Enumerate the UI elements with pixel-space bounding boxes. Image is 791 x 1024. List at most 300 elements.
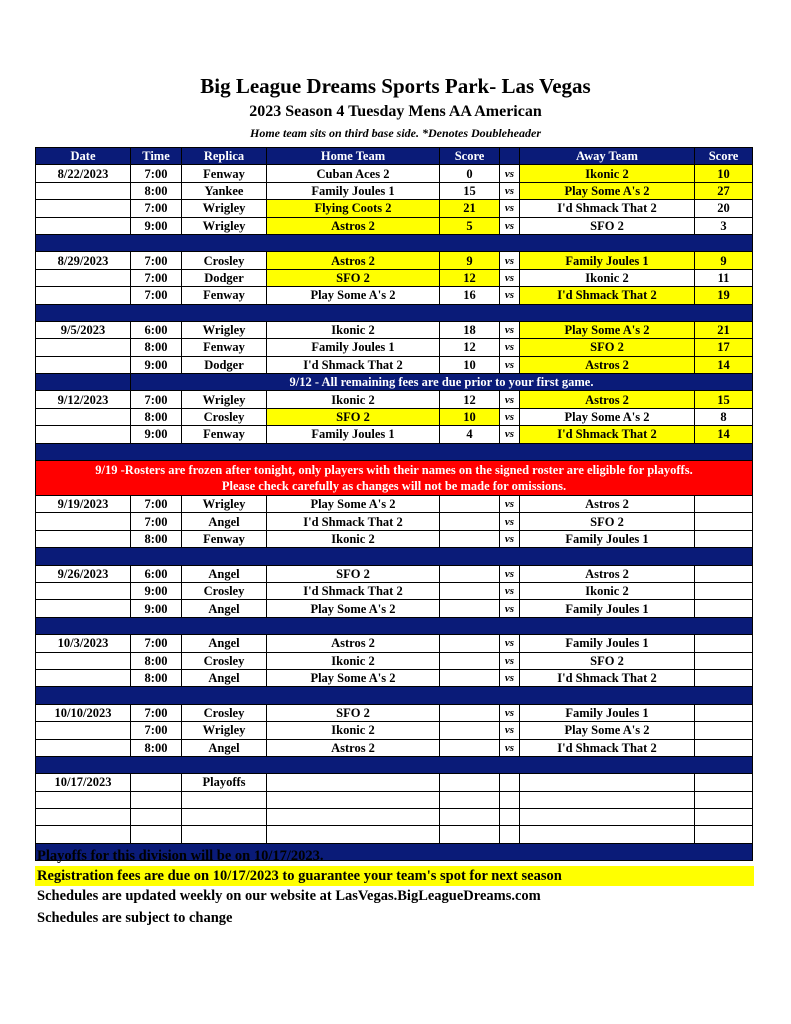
time-cell: 7:00 <box>131 165 182 182</box>
col-header-vs <box>500 148 520 165</box>
home-score-cell: 9 <box>440 252 500 269</box>
home-team-cell: Play Some A's 2 <box>267 600 440 617</box>
game-row <box>36 704 753 721</box>
game-row <box>36 652 753 669</box>
away-score-cell: 15 <box>695 391 753 408</box>
page-title: Big League Dreams Sports Park- Las Vegas <box>200 74 591 98</box>
away-team-cell <box>520 791 695 808</box>
away-team-cell: Play Some A's 2 <box>520 408 695 425</box>
notice-text: 9/12 - All remaining fees are due prior to your first game. <box>131 374 753 391</box>
replica-cell: Wrigley <box>182 722 267 739</box>
vs-cell: vs <box>500 739 520 756</box>
replica-cell: Wrigley <box>182 200 267 217</box>
separator-cell <box>36 687 753 704</box>
time-cell: 7:00 <box>131 496 182 513</box>
date-cell <box>36 582 131 599</box>
time-cell <box>131 826 182 843</box>
time-cell: 9:00 <box>131 217 182 234</box>
away-team-cell: I'd Shmack That 2 <box>520 669 695 686</box>
away-team-cell <box>520 826 695 843</box>
away-score-cell: 17 <box>695 339 753 356</box>
home-score-cell <box>440 739 500 756</box>
away-score-cell <box>695 652 753 669</box>
away-team-cell: Family Joules 1 <box>520 704 695 721</box>
away-team-cell: SFO 2 <box>520 513 695 530</box>
away-team-cell: Family Joules 1 <box>520 252 695 269</box>
home-team-cell: Astros 2 <box>267 217 440 234</box>
home-team-cell: Astros 2 <box>267 739 440 756</box>
away-score-cell: 27 <box>695 182 753 199</box>
home-team-cell: Astros 2 <box>267 635 440 652</box>
away-team-cell: Family Joules 1 <box>520 530 695 547</box>
game-row <box>36 722 753 739</box>
replica-cell <box>182 791 267 808</box>
away-team-cell: Ikonic 2 <box>520 165 695 182</box>
replica-cell: Angel <box>182 739 267 756</box>
home-team-cell: I'd Shmack That 2 <box>267 582 440 599</box>
time-cell: 7:00 <box>131 391 182 408</box>
away-score-cell <box>695 809 753 826</box>
away-score-cell <box>695 582 753 599</box>
replica-cell: Wrigley <box>182 217 267 234</box>
replica-cell: Wrigley <box>182 321 267 338</box>
game-row <box>36 408 753 425</box>
separator-cell <box>36 443 753 460</box>
date-cell <box>36 217 131 234</box>
time-cell <box>131 774 182 791</box>
away-score-cell: 9 <box>695 252 753 269</box>
time-cell <box>131 791 182 808</box>
vs-cell: vs <box>500 635 520 652</box>
replica-cell: Dodger <box>182 356 267 373</box>
time-cell: 6:00 <box>131 321 182 338</box>
time-cell: 7:00 <box>131 269 182 286</box>
home-score-cell: 21 <box>440 200 500 217</box>
date-cell <box>36 530 131 547</box>
home-score-cell: 15 <box>440 182 500 199</box>
home-team-cell: Ikonic 2 <box>267 530 440 547</box>
time-cell: 7:00 <box>131 287 182 304</box>
home-team-cell: Play Some A's 2 <box>267 496 440 513</box>
replica-cell: Crosley <box>182 408 267 425</box>
table-header-row <box>36 148 753 165</box>
footer-playoffs: Playoffs for this division will be on 10/17/2023. <box>37 848 324 864</box>
game-row <box>36 530 753 547</box>
date-cell <box>36 600 131 617</box>
date-cell: 9/19/2023 <box>36 496 131 513</box>
home-team-cell: Family Joules 1 <box>267 182 440 199</box>
footer-website: Schedules are updated weekly on our website at LasVegas.BigLeagueDreams.com <box>37 888 541 904</box>
col-header-away-team: Away Team <box>520 148 695 165</box>
home-team-cell: Flying Coots 2 <box>267 200 440 217</box>
replica-cell: Yankee <box>182 182 267 199</box>
date-cell <box>36 669 131 686</box>
away-score-cell <box>695 791 753 808</box>
vs-cell: vs <box>500 391 520 408</box>
footer-disclaimer: Schedules are subject to change <box>37 910 233 926</box>
col-header-replica: Replica <box>182 148 267 165</box>
away-score-cell <box>695 565 753 582</box>
date-cell: 8/29/2023 <box>36 252 131 269</box>
date-cell <box>36 722 131 739</box>
separator-cell <box>36 617 753 634</box>
away-score-cell: 8 <box>695 408 753 425</box>
game-row <box>36 339 753 356</box>
away-score-cell <box>695 774 753 791</box>
home-score-cell: 4 <box>440 426 500 443</box>
separator-row <box>36 234 753 251</box>
vs-cell <box>500 774 520 791</box>
vs-cell: vs <box>500 356 520 373</box>
away-team-cell: Play Some A's 2 <box>520 722 695 739</box>
game-row <box>36 600 753 617</box>
col-header-home-team: Home Team <box>267 148 440 165</box>
time-cell: 8:00 <box>131 339 182 356</box>
vs-cell <box>500 791 520 808</box>
home-team-cell: I'd Shmack That 2 <box>267 356 440 373</box>
vs-cell: vs <box>500 565 520 582</box>
page-subtitle: 2023 Season 4 Tuesday Mens AA American <box>249 103 542 120</box>
vs-cell: vs <box>500 669 520 686</box>
game-row <box>36 791 753 808</box>
home-score-cell <box>440 600 500 617</box>
home-team-cell: Cuban Aces 2 <box>267 165 440 182</box>
home-score-cell: 12 <box>440 391 500 408</box>
game-row <box>36 165 753 182</box>
vs-cell: vs <box>500 408 520 425</box>
game-row <box>36 826 753 843</box>
vs-cell <box>500 809 520 826</box>
away-team-cell: SFO 2 <box>520 339 695 356</box>
vs-cell: vs <box>500 582 520 599</box>
vs-cell: vs <box>500 252 520 269</box>
away-score-cell <box>695 513 753 530</box>
replica-cell: Crosley <box>182 582 267 599</box>
time-cell: 8:00 <box>131 408 182 425</box>
home-team-cell <box>267 826 440 843</box>
alert-row <box>36 461 753 496</box>
date-cell: 10/10/2023 <box>36 704 131 721</box>
home-team-cell: Family Joules 1 <box>267 426 440 443</box>
vs-cell: vs <box>500 496 520 513</box>
replica-cell: Wrigley <box>182 391 267 408</box>
time-cell: 9:00 <box>131 356 182 373</box>
away-team-cell: Ikonic 2 <box>520 269 695 286</box>
home-team-cell <box>267 809 440 826</box>
schedule-note: Home team sits on third base side. *Denotes Doubleheader <box>250 126 541 140</box>
home-score-cell <box>440 530 500 547</box>
home-team-cell: Ikonic 2 <box>267 321 440 338</box>
away-team-cell: Family Joules 1 <box>520 600 695 617</box>
vs-cell <box>500 826 520 843</box>
date-cell <box>36 426 131 443</box>
footer-registration: Registration fees are due on 10/17/2023 to guarantee your team's spot for next season <box>35 866 754 886</box>
time-cell: 9:00 <box>131 426 182 443</box>
alert-cell <box>36 461 753 496</box>
game-row <box>36 809 753 826</box>
game-row <box>36 200 753 217</box>
away-team-cell: Astros 2 <box>520 391 695 408</box>
home-score-cell: 0 <box>440 165 500 182</box>
time-cell: 8:00 <box>131 669 182 686</box>
home-team-cell: Play Some A's 2 <box>267 287 440 304</box>
replica-cell <box>182 809 267 826</box>
away-team-cell: Astros 2 <box>520 565 695 582</box>
away-team-cell: SFO 2 <box>520 217 695 234</box>
home-team-cell: Ikonic 2 <box>267 652 440 669</box>
game-row <box>36 496 753 513</box>
away-team-cell: Ikonic 2 <box>520 582 695 599</box>
home-score-cell: 10 <box>440 356 500 373</box>
game-row <box>36 635 753 652</box>
home-score-cell: 12 <box>440 269 500 286</box>
away-team-cell: I'd Shmack That 2 <box>520 287 695 304</box>
notice-row <box>36 374 753 391</box>
home-team-cell: Astros 2 <box>267 252 440 269</box>
replica-cell: Angel <box>182 513 267 530</box>
separator-row <box>36 443 753 460</box>
date-cell <box>36 269 131 286</box>
separator-cell <box>36 304 753 321</box>
time-cell: 6:00 <box>131 565 182 582</box>
away-team-cell <box>520 774 695 791</box>
away-score-cell: 14 <box>695 426 753 443</box>
home-team-cell: SFO 2 <box>267 408 440 425</box>
home-score-cell: 10 <box>440 408 500 425</box>
away-score-cell: 21 <box>695 321 753 338</box>
game-row <box>36 426 753 443</box>
vs-cell: vs <box>500 339 520 356</box>
time-cell: 7:00 <box>131 704 182 721</box>
home-score-cell: 12 <box>440 339 500 356</box>
date-cell: 9/5/2023 <box>36 321 131 338</box>
date-cell: 8/22/2023 <box>36 165 131 182</box>
replica-cell: Angel <box>182 635 267 652</box>
replica-cell: Angel <box>182 565 267 582</box>
away-score-cell <box>695 530 753 547</box>
vs-cell: vs <box>500 722 520 739</box>
alert-line-1: 9/19 -Rosters are frozen after tonight, only players with their names on the signed roster are eligible for playoffs. <box>95 463 693 478</box>
away-team-cell: Play Some A's 2 <box>520 321 695 338</box>
game-row <box>36 739 753 756</box>
home-team-cell: SFO 2 <box>267 565 440 582</box>
replica-cell: Crosley <box>182 704 267 721</box>
date-cell <box>36 791 131 808</box>
game-row <box>36 269 753 286</box>
date-cell: 9/26/2023 <box>36 565 131 582</box>
col-header-time: Time <box>131 148 182 165</box>
away-team-cell: I'd Shmack That 2 <box>520 739 695 756</box>
vs-cell: vs <box>500 426 520 443</box>
home-team-cell <box>267 791 440 808</box>
away-score-cell <box>695 669 753 686</box>
away-score-cell: 20 <box>695 200 753 217</box>
game-row <box>36 182 753 199</box>
home-score-cell <box>440 635 500 652</box>
away-score-cell <box>695 704 753 721</box>
replica-cell <box>182 826 267 843</box>
separator-row <box>36 687 753 704</box>
time-cell: 8:00 <box>131 530 182 547</box>
replica-cell: Fenway <box>182 339 267 356</box>
col-header-home-score: Score <box>440 148 500 165</box>
away-team-cell: I'd Shmack That 2 <box>520 426 695 443</box>
home-score-cell: 18 <box>440 321 500 338</box>
replica-cell: Crosley <box>182 652 267 669</box>
home-score-cell <box>440 582 500 599</box>
date-cell <box>36 182 131 199</box>
home-score-cell <box>440 809 500 826</box>
replica-cell: Fenway <box>182 530 267 547</box>
vs-cell: vs <box>500 652 520 669</box>
home-score-cell <box>440 513 500 530</box>
time-cell: 9:00 <box>131 582 182 599</box>
col-header-date: Date <box>36 148 131 165</box>
time-cell: 7:00 <box>131 635 182 652</box>
replica-cell: Crosley <box>182 252 267 269</box>
vs-cell: vs <box>500 182 520 199</box>
away-team-cell <box>520 809 695 826</box>
away-team-cell: I'd Shmack That 2 <box>520 200 695 217</box>
home-score-cell <box>440 704 500 721</box>
separator-row <box>36 617 753 634</box>
time-cell: 8:00 <box>131 739 182 756</box>
home-score-cell: 5 <box>440 217 500 234</box>
separator-cell <box>36 234 753 251</box>
home-score-cell: 16 <box>440 287 500 304</box>
date-cell <box>36 652 131 669</box>
vs-cell: vs <box>500 704 520 721</box>
game-row <box>36 321 753 338</box>
date-cell <box>36 513 131 530</box>
date-cell <box>36 339 131 356</box>
vs-cell: vs <box>500 287 520 304</box>
game-row <box>36 565 753 582</box>
replica-cell: Playoffs <box>182 774 267 791</box>
replica-cell: Fenway <box>182 287 267 304</box>
home-score-cell <box>440 652 500 669</box>
away-score-cell: 19 <box>695 287 753 304</box>
vs-cell: vs <box>500 530 520 547</box>
vs-cell: vs <box>500 217 520 234</box>
time-cell: 8:00 <box>131 652 182 669</box>
vs-cell: vs <box>500 513 520 530</box>
home-score-cell <box>440 669 500 686</box>
game-row <box>36 287 753 304</box>
home-score-cell <box>440 722 500 739</box>
away-score-cell <box>695 635 753 652</box>
away-team-cell: Family Joules 1 <box>520 635 695 652</box>
replica-cell: Fenway <box>182 426 267 443</box>
home-team-cell: I'd Shmack That 2 <box>267 513 440 530</box>
vs-cell: vs <box>500 321 520 338</box>
away-score-cell <box>695 496 753 513</box>
time-cell: 7:00 <box>131 513 182 530</box>
alert-line-2: Please check carefully as changes will not be made for omissions. <box>221 479 567 494</box>
game-row <box>36 774 753 791</box>
separator-row <box>36 304 753 321</box>
vs-cell: vs <box>500 600 520 617</box>
date-cell: 10/17/2023 <box>36 774 131 791</box>
schedule-table <box>35 147 753 861</box>
home-team-cell: SFO 2 <box>267 704 440 721</box>
time-cell: 8:00 <box>131 182 182 199</box>
game-row <box>36 391 753 408</box>
home-score-cell <box>440 774 500 791</box>
vs-cell: vs <box>500 200 520 217</box>
away-score-cell: 14 <box>695 356 753 373</box>
away-team-cell: Astros 2 <box>520 496 695 513</box>
game-row <box>36 669 753 686</box>
separator-row <box>36 756 753 773</box>
schedule-body <box>36 165 753 861</box>
away-team-cell: Astros 2 <box>520 356 695 373</box>
away-score-cell: 3 <box>695 217 753 234</box>
vs-cell: vs <box>500 165 520 182</box>
game-row <box>36 217 753 234</box>
date-cell <box>36 356 131 373</box>
separator-row <box>36 548 753 565</box>
time-cell: 7:00 <box>131 200 182 217</box>
home-team-cell: SFO 2 <box>267 269 440 286</box>
away-score-cell <box>695 600 753 617</box>
home-team-cell: Play Some A's 2 <box>267 669 440 686</box>
separator-cell <box>36 548 753 565</box>
away-team-cell: Play Some A's 2 <box>520 182 695 199</box>
home-score-cell <box>440 826 500 843</box>
home-team-cell <box>267 774 440 791</box>
separator-cell <box>36 756 753 773</box>
date-cell <box>36 287 131 304</box>
date-cell <box>36 200 131 217</box>
game-row <box>36 513 753 530</box>
home-team-cell: Ikonic 2 <box>267 391 440 408</box>
away-score-cell: 10 <box>695 165 753 182</box>
time-cell: 7:00 <box>131 252 182 269</box>
date-cell <box>36 809 131 826</box>
away-score-cell: 11 <box>695 269 753 286</box>
replica-cell: Wrigley <box>182 496 267 513</box>
time-cell <box>131 809 182 826</box>
date-cell: 9/12/2023 <box>36 391 131 408</box>
away-score-cell <box>695 722 753 739</box>
vs-cell: vs <box>500 269 520 286</box>
date-cell <box>36 739 131 756</box>
col-header-away-score: Score <box>695 148 753 165</box>
time-cell: 9:00 <box>131 600 182 617</box>
replica-cell: Dodger <box>182 269 267 286</box>
date-cell: 10/3/2023 <box>36 635 131 652</box>
game-row <box>36 582 753 599</box>
home-score-cell <box>440 496 500 513</box>
date-cell <box>36 826 131 843</box>
home-score-cell <box>440 565 500 582</box>
date-cell <box>36 408 131 425</box>
game-row <box>36 356 753 373</box>
away-score-cell <box>695 739 753 756</box>
home-score-cell <box>440 791 500 808</box>
away-team-cell: SFO 2 <box>520 652 695 669</box>
home-team-cell: Ikonic 2 <box>267 722 440 739</box>
replica-cell: Angel <box>182 600 267 617</box>
time-cell: 7:00 <box>131 722 182 739</box>
game-row <box>36 252 753 269</box>
replica-cell: Fenway <box>182 165 267 182</box>
replica-cell: Angel <box>182 669 267 686</box>
notice-spacer <box>36 374 131 391</box>
away-score-cell <box>695 826 753 843</box>
home-team-cell: Family Joules 1 <box>267 339 440 356</box>
